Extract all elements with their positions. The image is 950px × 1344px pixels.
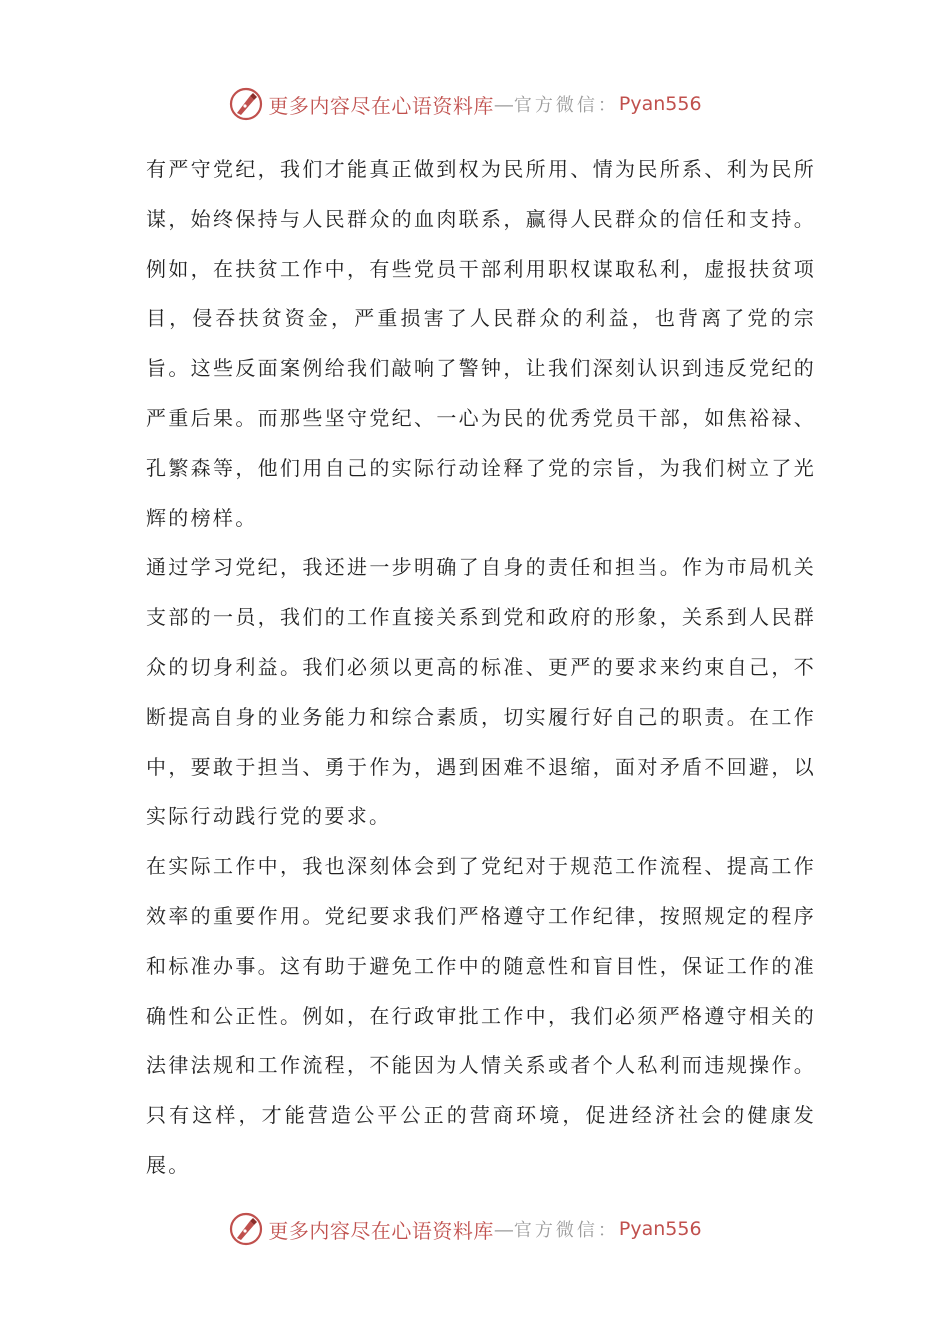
- header-banner: [0, 84, 950, 124]
- paragraph: 在实际工作中，我也深刻体会到了党纪对于规范工作流程、提高工作效率的重要作用。党纪要求我们严格遵守工作纪律，按照规定的程序和标准办事。这有助于避免工作中的随意性和盲目性，保证工作的准确性和公正性。例如，在行政审批工作中，我们必须严格遵守相关的法律法规和工作流程，不能因为人情关系或者个人私利而违规操作。只有这样，才能营造公平公正的营商环境，促进经济社会的健康发展。: [146, 854, 816, 1177]
- pen-nib-logo-icon: [228, 1211, 264, 1247]
- banner-separator: —: [493, 1217, 514, 1241]
- paragraph: 通过学习党纪，我还进一步明确了自身的责任和担当。作为市局机关支部的一员，我们的工作直接关系到党和政府的形象，关系到人民群众的切身利益。我们必须以更高的标准、更严的要求来约束自己，不断提高自身的业务能力和综合素质，切实履行好自己的职责。在工作中，要敢于担当、勇于作为，遇到困难不退缩，面对矛盾不回避，以实际行动践行党的要求。: [146, 555, 816, 829]
- pen-nib-logo-icon: [228, 86, 264, 122]
- document-body: [146, 145, 816, 1191]
- banner-label: 官方微信：: [513, 95, 619, 116]
- banner-wechat-id: Pyan556: [618, 93, 702, 115]
- banner-text: 更多内容尽在心语资料库: [268, 93, 494, 118]
- banner-text: 更多内容尽在心语资料库: [268, 1218, 494, 1243]
- footer-banner: [0, 1209, 950, 1249]
- banner-separator: —: [493, 92, 514, 116]
- paragraph: 有严守党纪，我们才能真正做到权为民所用、情为民所系、利为民所谋，始终保持与人民群众的血肉联系，赢得人民群众的信任和支持。例如，在扶贫工作中，有些党员干部利用职权谋取私利，虚报扶贫项目，侵吞扶贫资金，严重损害了人民群众的利益，也背离了党的宗旨。这些反面案例给我们敲响了警钟，让我们深刻认识到违反党纪的严重后果。而那些坚守党纪、一心为民的优秀党员干部，如焦裕禄、孔繁森等，他们用自己的实际行动诠释了党的宗旨，为我们树立了光辉的榜样。: [146, 157, 816, 530]
- banner-label: 官方微信：: [513, 1220, 619, 1241]
- banner-wechat-id: Pyan556: [618, 1218, 702, 1240]
